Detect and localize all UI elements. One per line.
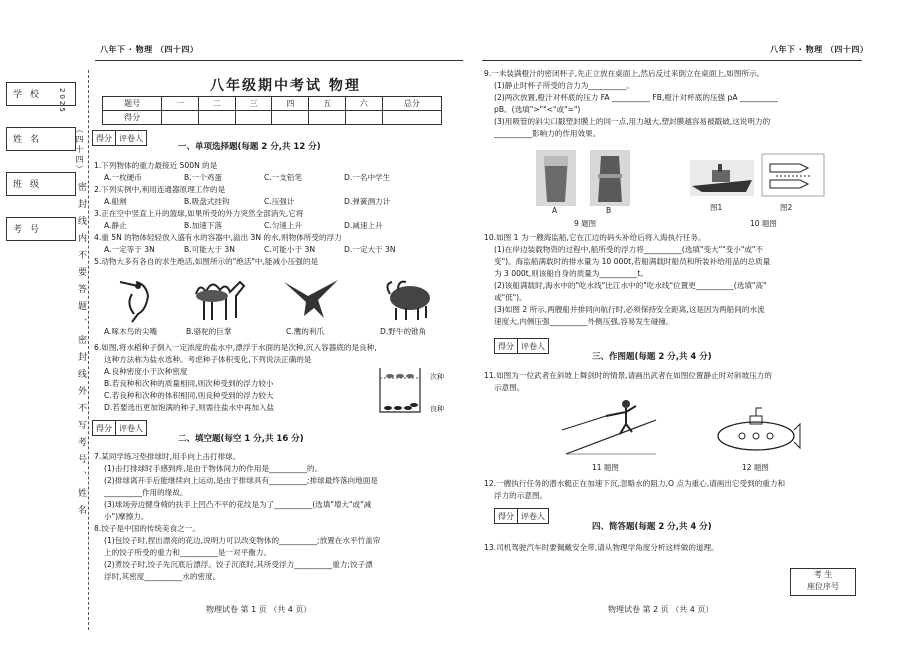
question-text: (1)击打排球时手感到疼,是由于物体间力的作用是__________的。 (104, 464, 323, 473)
question-text: __________作用的缘故。 (104, 488, 188, 497)
question-text: (3)如图 2 所示,两艘船并排同向航行时,必须保持安全距离,这是因为两船间的水流 (494, 305, 765, 314)
section2-title: 二、填空题(每空 1 分,共 16 分) (178, 434, 304, 444)
grader-score[interactable]: 得分 (495, 339, 518, 354)
cup-inverted-photo (590, 150, 630, 206)
fig2-label: 图2 (780, 203, 793, 212)
exam-title: 八年级期中考试 物理 (210, 78, 361, 94)
question-text: 13.司机驾驶汽车时要佩戴安全带,请从物理学角度分析这样做的道理。 (484, 543, 719, 552)
question-text: 示意图。 (494, 383, 525, 392)
grader-name[interactable]: 评卷人 (116, 131, 147, 146)
score-header: 总分 (382, 97, 441, 111)
exam-number-field[interactable] (6, 217, 76, 241)
seat-label-2: 座位序号 (807, 582, 839, 591)
fig1-label: 图1 (710, 203, 723, 212)
camel-illustration (188, 274, 248, 324)
seal-line-text: 密封线内不要答题、密封线外不写考号、姓名 (76, 182, 86, 522)
section3-title: 三、作图题(每题 2 分,共 4 分) (592, 352, 712, 362)
question-text: 2.下列实例中,利用连通器原理工作的是 (94, 185, 226, 194)
question-text: 为 3 000t,则该船自身的质量为__________t。 (494, 269, 649, 278)
question-text: 12.一艘执行任务的潜水艇正在加速下沉,忽略水的阻力,O 点为重心,请画出它受到的重力和 (484, 479, 786, 488)
score-cell[interactable] (309, 111, 346, 125)
eagle-illustration (280, 276, 344, 320)
page2-footer: 物理试卷 第 2 页 （共 4 页） (608, 605, 714, 614)
option: A.一定等于 3N (104, 245, 155, 254)
score-table (102, 96, 442, 125)
score-cell[interactable] (235, 111, 272, 125)
q11-caption: 11 题图 (592, 463, 619, 472)
page2-header: 八年下 · 物理 （四十四） (770, 45, 869, 54)
question-text: (2)两次放置,橙汁对杯底的压力 FA __________ FB,橙汁对杯底的压强 pA __________ (494, 93, 778, 102)
grader-box-2 (92, 420, 147, 436)
swordsman-slope-figure (556, 396, 666, 456)
option: C.若良种和次种的体积相同,则良种受到的浮力较大 (104, 391, 274, 400)
grader-box-1 (92, 130, 147, 146)
brine-seed-beaker (376, 364, 432, 416)
question-text: 1.下列物体的重力最接近 500N 的是 (94, 161, 218, 170)
seal-line (88, 70, 89, 630)
question-text: (2)排球离开手后能继续向上运动,是由于排球具有__________;排球最终落向地面是 (104, 476, 378, 485)
question-text: (1)静止时杯子所受的合力为__________。 (494, 81, 634, 90)
question-text: 5.动物大多有各自的求生绝活,如图所示的"绝活"中,能减小压强的是 (94, 257, 319, 266)
score-cell[interactable] (162, 111, 199, 125)
section1-title: 一、单项选择题(每题 2 分,共 12 分) (178, 142, 321, 152)
photo-label-a: A (552, 206, 558, 215)
seat-label-1: 考 生 (813, 570, 833, 579)
grader-name[interactable]: 评卷人 (518, 509, 549, 524)
question-text: 9.一未装满橙汁的密闭杯子,先正立放在桌面上,然后反过来倒立在桌面上,如图所示。 (484, 69, 765, 78)
question-text: (3)用吸管的斜尖口戳塑封膜上的同一点,用力越大,塑封膜越容易被戳破,这说明力的 (494, 117, 771, 126)
animal-caption: A.啄木鸟的尖嘴 (104, 327, 158, 336)
option: B.一个鸡蛋 (184, 173, 222, 182)
option: B.吸盘式挂钩 (184, 197, 230, 206)
grader-box-3 (494, 338, 549, 354)
seed-label-inferior: 次种 (430, 373, 444, 381)
seed-label-good: 良种 (430, 405, 444, 413)
question-text: 3.正在空中竖直上升的篮球,如果所受的外力突然全部消失,它将 (94, 209, 304, 218)
score-header: 三 (235, 97, 272, 111)
question-text: 7.某同学练习垫排球时,用手向上击打排球。 (94, 452, 241, 461)
option: C.一支铅笔 (264, 173, 303, 182)
score-header: 五 (309, 97, 346, 111)
question-text: (1)在岸边装载物资的过程中,船所受的浮力将__________(选填"变大""变小"或"不 (494, 245, 764, 254)
option: D.一名中学生 (344, 173, 391, 182)
page1-header: 八年下 · 物理 （四十四） (100, 45, 199, 54)
question-text: 浮时,其密度__________水的密度。 (104, 572, 221, 581)
question-text: 这种方法称为盐水选种。考虑种子体积变化,下列说法正确的是 (104, 355, 312, 364)
option: A.静止 (104, 221, 127, 230)
question-text: (2)煮饺子时,饺子先沉底后漂浮。饺子沉底时,其所受浮力__________重力;饺子漂 (104, 560, 373, 569)
score-header: 二 (199, 97, 236, 111)
grader-name[interactable]: 评卷人 (518, 339, 549, 354)
q10-caption: 10 题图 (750, 219, 777, 228)
option: C.匀速上升 (264, 221, 303, 230)
two-ships-diagram (760, 152, 826, 198)
class-label: 班级 (13, 180, 48, 190)
option: B.可能大于 3N (184, 245, 235, 254)
option: D.减速上升 (344, 221, 383, 230)
animal-caption: D.野牛的锥角 (380, 327, 427, 336)
question-text: 速度大,内侧压强__________外侧压强,容易发生碰撞。 (494, 317, 674, 326)
score-cell[interactable] (382, 111, 441, 125)
question-text: 8.饺子是中国的传统美食之一。 (94, 524, 200, 533)
grader-name[interactable]: 评卷人 (116, 421, 147, 436)
class-field[interactable] (6, 172, 76, 196)
question-text: (1)包饺子时,捏出漂亮的花边,说明力可以改变物体的__________;放置在水平竹盖帘 (104, 536, 381, 545)
year-vertical: 2025 (58, 88, 66, 114)
series-vertical: （四十四） (75, 125, 84, 175)
question-text: __________影响力的作用效果。 (494, 129, 601, 138)
question-text: (2)该船满载时,海水中的"吃水线"比江水中的"吃水线"位置更__________(选填"高" (494, 281, 767, 290)
question-text: 或"低")。 (494, 293, 527, 302)
option: C.可能小于 3N (264, 245, 316, 254)
seat-number-box[interactable] (790, 568, 856, 596)
option: A.一枚硬币 (104, 173, 142, 182)
animal-caption: B.骆驼的巨掌 (186, 327, 232, 336)
option: A.良种密度小于次种密度 (104, 367, 188, 376)
question-text: 浮力的示意图。 (494, 491, 548, 500)
q9-caption: 9 题图 (574, 219, 597, 228)
section4-title: 四、简答题(每题 2 分,共 4 分) (592, 522, 712, 532)
score-header: 四 (272, 97, 309, 111)
question-text: 变")。海监船满载时的排水量为 10 000t,若船满载时船员和所装补给用品的总质量 (494, 257, 771, 266)
grader-score[interactable]: 得分 (93, 421, 116, 436)
option: D.若要选出更加饱满的种子,则需往盐水中再加入盐 (104, 403, 275, 412)
cup-upright-photo (536, 150, 576, 206)
grader-box-4 (494, 508, 549, 524)
question-text: (3)球场旁边健身椅的扶手上凹凸不平的花纹是为了__________(选填"增大"或"减 (104, 500, 372, 509)
question-text: pB。(选填">""<"或"=") (494, 105, 581, 114)
grader-score[interactable]: 得分 (93, 131, 116, 146)
option: D.一定大于 3N (344, 245, 396, 254)
school-label: 学校 (13, 90, 48, 100)
header-rule (95, 60, 463, 61)
question-text: 上的饺子所受的重力和__________是一对平衡力。 (104, 548, 272, 557)
exam-number-label: 考号 (13, 225, 48, 235)
option: A.船闸 (104, 197, 127, 206)
score-header: 六 (345, 97, 382, 111)
question-text: 11.如图为一位武者在斜坡上舞剑时的情景,请画出武者在如图位置静止时对斜坡压力的 (484, 371, 772, 380)
animal-caption: C.鹰的利爪 (286, 327, 325, 336)
option: B.若良种和次种的质量相同,则次种受到的浮力较小 (104, 379, 274, 388)
grader-score[interactable]: 得分 (495, 509, 518, 524)
submarine-figure (712, 404, 802, 456)
name-field[interactable] (6, 127, 76, 151)
score-cell[interactable] (345, 111, 382, 125)
option: B.加速下落 (184, 221, 222, 230)
name-label: 姓名 (13, 135, 48, 145)
option: D.弹簧测力计 (344, 197, 391, 206)
bison-illustration (382, 276, 438, 322)
woodpecker-illustration (112, 274, 160, 324)
score-header: 一 (162, 97, 199, 111)
question-text: 小")摩擦力。 (104, 512, 149, 521)
option: C.压强计 (264, 197, 295, 206)
question-text: 10.如图 1 为一艘海监船,它在江边的码头补给后将入海执行任务。 (484, 233, 706, 242)
score-cell[interactable] (272, 111, 309, 125)
photo-label-b: B (606, 206, 612, 215)
header-rule (482, 60, 862, 61)
score-cell[interactable] (199, 111, 236, 125)
question-text: 6.如图,将水稻种子倒入一定浓度的盐水中,漂浮于水面的是次种,沉入容器底的是良种, (94, 343, 377, 352)
score-header: 题号 (103, 97, 162, 111)
q12-caption: 12 题图 (742, 463, 769, 472)
question-text: 4.重 5N 的物体轻轻放入盛有水的容器中,溢出 3N 的水,则物体所受的浮力 (94, 233, 342, 242)
patrol-ship-photo (690, 160, 754, 196)
page1-footer: 物理试卷 第 1 页 （共 4 页） (206, 605, 312, 614)
score-row-label: 得分 (103, 111, 162, 125)
